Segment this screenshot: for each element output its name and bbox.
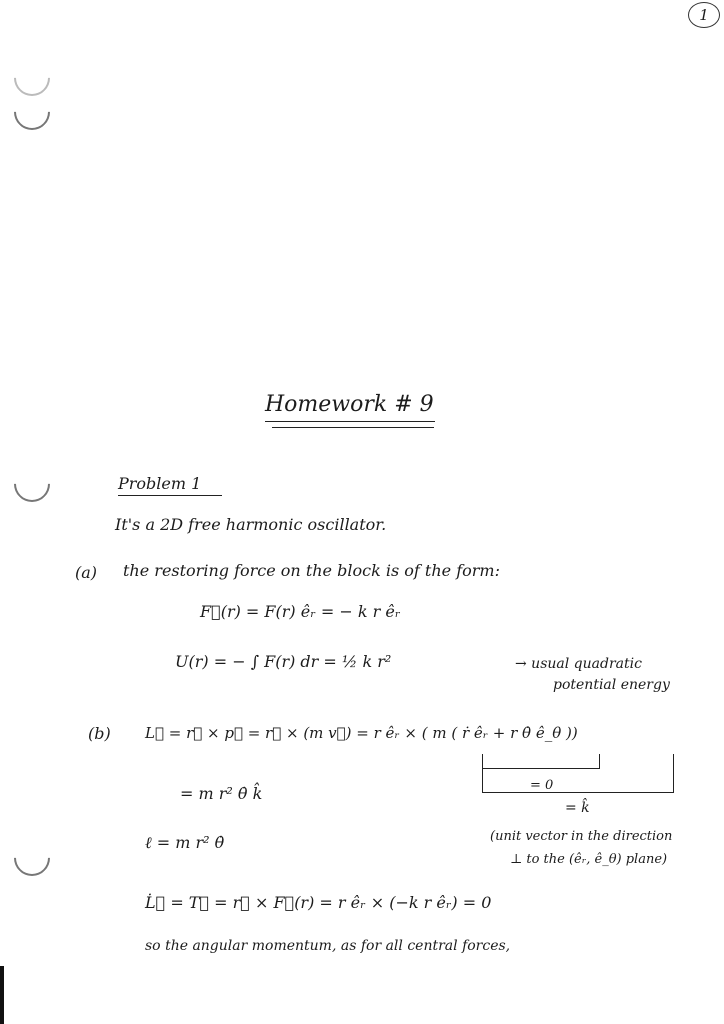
punch-hole-mark bbox=[7, 87, 58, 138]
conclusion-line: so the angular momentum, as for all central forces, bbox=[145, 938, 511, 954]
scan-edge-shadow bbox=[0, 966, 4, 1024]
punch-hole-mark bbox=[7, 833, 58, 884]
potential-note: → usual quadratic bbox=[515, 656, 642, 672]
zero-annotation: = 0 bbox=[530, 778, 554, 793]
intro-line: It's a 2D free harmonic oscillator. bbox=[115, 515, 387, 534]
part-a-text: the restoring force on the block is of the form: bbox=[123, 561, 500, 580]
title-underline bbox=[265, 421, 435, 422]
force-equation: F⃗(r) = F(r) êᵣ = − k r êᵣ bbox=[200, 602, 401, 621]
potential-equation: U(r) = − ∫ F(r) dr = ½ k r² bbox=[175, 652, 392, 671]
k-hat-annotation: = k̂ bbox=[565, 800, 590, 816]
angular-momentum-result: = m r² θ̇ k̂ bbox=[180, 784, 263, 803]
unit-vector-note: (unit vector in the direction bbox=[490, 829, 673, 844]
ell-equation: ℓ = m r² θ̇ bbox=[145, 833, 225, 852]
part-a-label: (a) bbox=[75, 563, 98, 582]
underbrace-outer bbox=[482, 754, 674, 793]
potential-note: potential energy bbox=[553, 677, 670, 693]
problem-heading: Problem 1 bbox=[118, 474, 202, 493]
torque-equation: L̇⃗ = T⃗ = r⃗ × F⃗(r) = r êᵣ × (−k r êᵣ) = 0 bbox=[145, 893, 492, 912]
unit-vector-note: ⊥ to the (êᵣ, ê_θ) plane) bbox=[510, 852, 668, 867]
title-underline bbox=[272, 427, 434, 428]
page-title: Homework # 9 bbox=[265, 392, 434, 417]
angular-momentum-equation: L⃗ = r⃗ × p⃗ = r⃗ × (m v⃗) = r êᵣ × ( m ( ṙ êᵣ + r θ̇ ê_θ )) bbox=[145, 724, 578, 742]
problem-underline bbox=[118, 495, 222, 496]
page-number: 1 bbox=[688, 2, 720, 28]
part-b-label: (b) bbox=[88, 724, 111, 743]
punch-hole-mark bbox=[7, 459, 58, 510]
